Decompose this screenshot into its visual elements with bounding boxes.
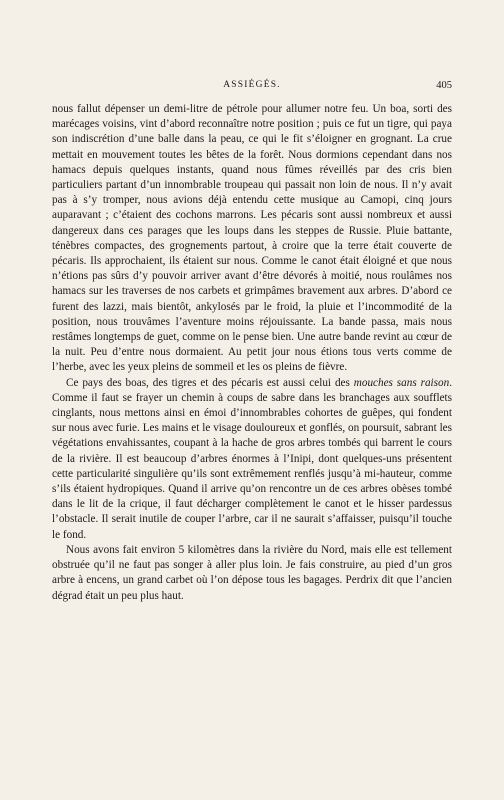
body-text (52, 102, 452, 604)
page-number: 405 (436, 80, 452, 91)
paragraph-2-text-start: Ce pays des boas, des tigres et des pécaris est aussi celui des (66, 376, 354, 389)
paragraph-3: Nous avons fait environ 5 kilomètres dans la rivière du Nord, mais elle est tellement obstruée qu’il ne faut pas songer à aller plus loin. Je fais construire, au pied d’un gros arbre à encens, un grand carbet où l’on dépose tous les bagages. Perdrix dit que l’ancien dégrad était un peu plus haut. (52, 543, 452, 602)
paragraph-2 (52, 376, 452, 543)
paragraph-2-text-end: . Comme il faut se frayer un chemin à coups de sabre dans les branchages aux soufflets cinglants, nous mettons ainsi en émoi d’innombrables cohortes de guêpes, qui fondent sur nous avec furie. Les mains et le visage douloureux et gonflés, on poursuit, sabrant les végétations envahissantes, coupant à la hache de gros arbres tombés qui barrent le cours de la rivière. Il est beaucoup d’arbres énormes à l’Inipi, dont quelques-uns présentent cette particularité singulière qu’ils sont extrêmement renflés jusqu’à mi-hauteur, comme s’ils étaient hydropiques. Quand il arrive qu’on rencontre un de ces arbres obèses tombé dans le lit de la crique, il faut décharger complètement le canot et le hisser pardessus l’obstacle. Il serait inutile de couper l’arbre, car il ne saurait s’affaisser, puisqu’il touche le fond. (52, 376, 453, 541)
italic-phrase: mouches sans raison (353, 376, 450, 389)
paragraph-1: nous fallut dépenser un demi-litre de pétrole pour allumer notre feu. Un boa, sorti des marécages voisins, vint d’abord reconnaître notre position ; puis ce fut un tigre, qui paya son indiscrétion d’une balle dans la peau, ce qui le fit s’éloigner en grognant. La crue mettait en mouvement toutes les bêtes de la forêt. Nous dormions cependant dans nos hamacs depuis quelques instants, quand nous fûmes réveillés par des cris bien particuliers partant d’un innombrable troupeau qui passait non loin de nous. Il n’y avait pas à s’y tromper, nous avions déjà entendu cette musique au Camopi, cinq jours auparavant ; c’étaient des cochons marrons. Les pécaris sont aussi nombreux et aussi dangereux dans ces parages que les loups dans les steppes de Russie. Pluie battante, ténèbres compactes, des grognements partout, à croire que la terre était couverte de pécaris. Ils approchaient, ils étaient sur nous. Comme le canot était éloigné et que nous n’étions pas sûrs d’y pouvoir arriver avant d’être dévorés à moitié, nous roulâmes nos hamacs sur les traverses de nos carbets et grimpâmes bravement aux arbres. D’abord ce furent des lazzi, mais bientôt, ankylosés par le froid, la pluie et l’incommodité de la position, nous trouvâmes l’aventure moins réjouissante. La bande passa, mais nous restâmes longtemps de guet, comme on le pense bien. Une autre bande revint au cœur de la nuit. Peu d’entre nous dormaient. Au petit jour nous étions tous verts comme de l’herbe, avec les yeux pleins de sommeil et les os pleins de fièvre. (52, 103, 452, 374)
running-header (52, 80, 452, 94)
running-title: ASSIÉGÉS. (223, 80, 281, 90)
